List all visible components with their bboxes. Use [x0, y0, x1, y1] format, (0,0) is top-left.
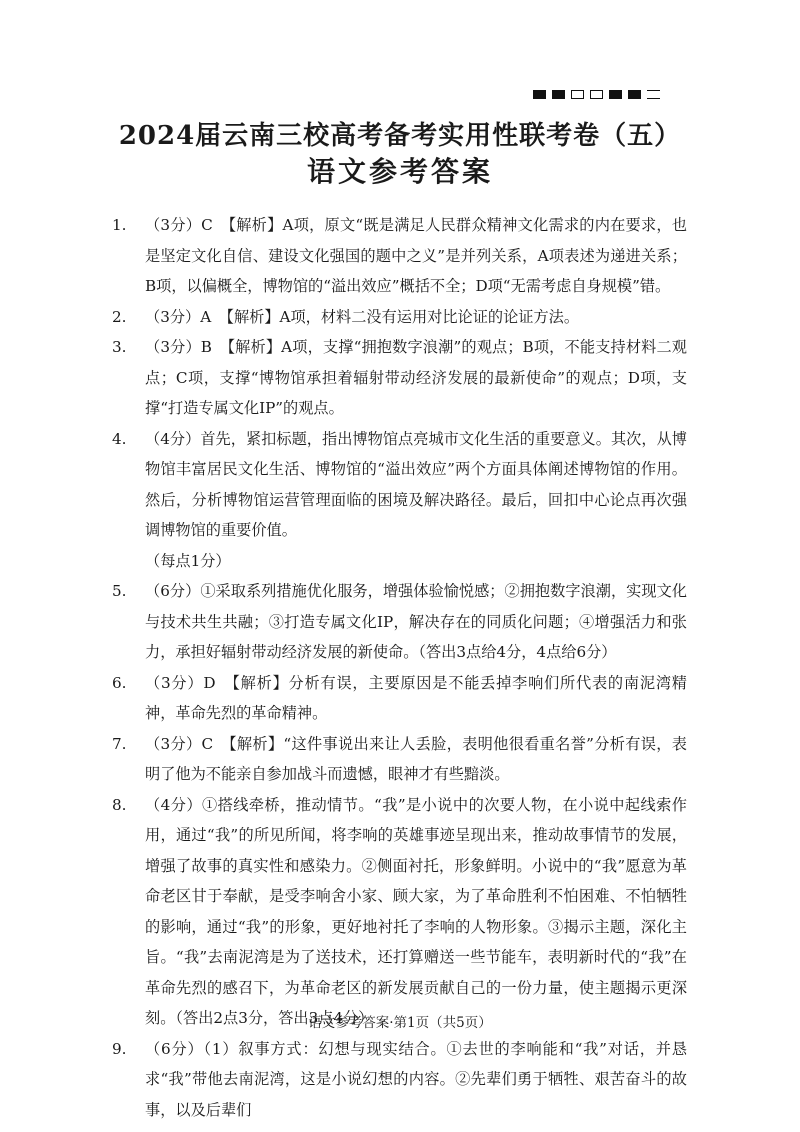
question-number: 4.	[112, 429, 127, 448]
question-number: 1.	[112, 216, 127, 234]
answer-text: （3分）A 【解析】A项，材料二没有运用对比论证的论证方法。	[145, 307, 580, 326]
answer-item	[112, 576, 687, 668]
answer-item	[112, 210, 687, 302]
mark-dash	[647, 90, 660, 99]
page-footer: 语文参考答案·第1页（共5页）	[308, 1015, 492, 1031]
mark-filled	[552, 90, 565, 99]
answer-text: （3分）C 【解析】“这件事说出来让人丢脸，表明他很看重名誉”分析有误，表明了他为不能亲自参加战斗而遗憾，眼神才有些黯淡。	[145, 734, 687, 783]
answer-item	[112, 424, 687, 577]
answer-item	[112, 668, 687, 729]
answer-item	[112, 332, 687, 424]
question-number: 7.	[112, 734, 127, 753]
question-number: 6.	[112, 673, 127, 692]
answer-item	[112, 302, 687, 333]
question-number: 3.	[112, 338, 127, 356]
answer-item	[112, 729, 687, 790]
question-number: 8.	[112, 795, 127, 814]
answer-item	[112, 1034, 687, 1126]
answer-text: （4分）首先，紧扣标题，指出博物馆点亮城市文化生活的重要意义。其次，从博物馆丰富居民文化生活、博物馆的“溢出效应”两个方面具体阐述博物馆的作用。然后，分析博物馆运营管理面临的困境及解决路径。最后，回扣中心论点再次强调博物馆的重要价值。	[145, 429, 687, 539]
document-subtitle: 语文参考答案	[306, 155, 493, 188]
answer-list	[112, 210, 687, 1125]
answer-text: （3分）D 【解析】分析有误，主要原因是不能丢掉李响们所代表的南泥湾精神，革命先烈的革命精神。	[145, 673, 687, 722]
document-title: 2024届云南三校高考备考实用性联考卷（五）	[118, 121, 682, 151]
mark-filled	[628, 90, 641, 99]
answer-text: （6分）①采取系列措施优化服务，增强体验愉悦感；②拥抱数字浪潮，实现文化与技术共生共融；③打造专属文化IP，解决存在的同质化问题；④增强活力和张力，承担好辐射带动经济发展的新使命。（答出3点给4分，4点给6分）	[145, 582, 687, 661]
answer-text: （3分）B 【解析】A项，支撑“拥抱数字浪潮”的观点；B项，不能支持材料二观点；C项，支撑“博物馆承担着辐射带动经济发展的最新使命”的观点；D项，支撑“打造专属文化IP”的观点。	[145, 338, 687, 417]
question-number: 2.	[112, 307, 127, 326]
mark-filled	[609, 90, 622, 99]
mark-hollow	[590, 90, 603, 99]
answer-text: （6分）（1）叙事方式：幻想与现实结合。①去世的李响能和“我”对话，并恳求“我”带他去南泥湾，这是小说幻想的内容。②先辈们勇于牺牲、艰苦奋斗的故事，以及后辈们	[145, 1039, 687, 1119]
answer-text: （3分）C 【解析】A项，原文“既是满足人民群众精神文化需求的内在要求，也是坚定文化自信、建设文化强国的题中之义”是并列关系，A项表述为递进关系；B项，以偏概全，博物馆的“溢出效应”概括不全；D项“无需考虑自身规模”错。	[145, 216, 687, 295]
answer-block	[145, 424, 687, 577]
answer-text: （4分）①搭线牵桥，推动情节。“我”是小说中的次要人物，在小说中起线索作用，通过“我”的所见所闻，将李响的英雄事迹呈现出来，推动故事情节的发展，增强了故事的真实性和感染力。②侧面衬托，形象鲜明。小说中的“我”愿意为革命老区甘于奉献，是受李响舍小家、顾大家，为了革命胜利不怕困难、不怕牺牲的影响，通过“我”的形象，更好地衬托了李响的人物形象。③揭示主题，深化主旨。“我”去南泥湾是为了送技术，还打算赠送一些节能车，表明新时代的“我”在革命先烈的感召下，为革命老区的新发展贡献自己的一份力量，使主题揭示更深刻。（答出2点3分，答出3点4分）	[145, 795, 687, 1027]
scoring-note: （每点1分）	[145, 551, 231, 570]
answer-item	[112, 790, 687, 1034]
question-number: 9.	[112, 1039, 127, 1058]
question-number: 5.	[112, 582, 127, 600]
code-marks	[533, 90, 660, 99]
mark-hollow	[571, 90, 584, 99]
mark-filled	[533, 90, 546, 99]
